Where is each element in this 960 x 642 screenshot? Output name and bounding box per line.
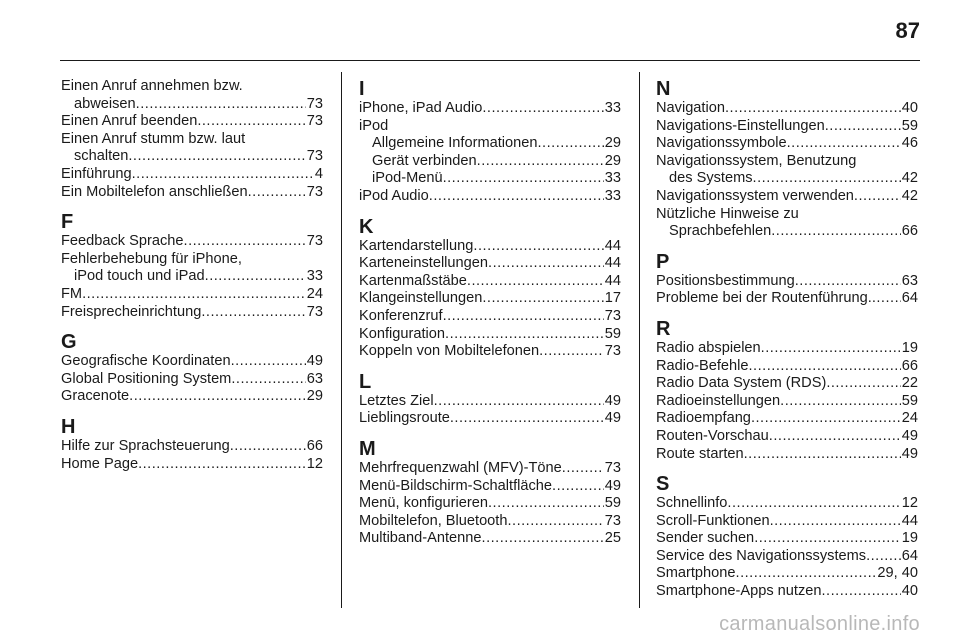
index-group [359, 78, 621, 206]
index-entry[interactable] [656, 118, 918, 136]
index-letter-heading: P [656, 250, 670, 273]
index-letter-heading: M [359, 437, 376, 460]
index-entry[interactable] [359, 255, 621, 273]
dot-leader [770, 513, 901, 531]
index-entry-text: Letztes Ziel [359, 392, 434, 409]
index-group [61, 211, 323, 321]
index-entry[interactable] [61, 286, 323, 304]
dot-leader [231, 353, 306, 371]
index-entry-text: Konfiguration [359, 325, 446, 342]
header-rule [60, 60, 920, 61]
index-group [359, 438, 621, 548]
index-entry-text: Smartphone [656, 565, 736, 582]
index-page-ref[interactable]: 12 [306, 455, 323, 472]
index-letter-heading: L [359, 370, 372, 393]
index-entry-text: iPod-Menü [372, 170, 443, 187]
dot-leader [744, 446, 901, 464]
dot-leader [132, 166, 314, 184]
index-entry[interactable] [359, 326, 621, 344]
index-page-ref[interactable]: 29 [604, 152, 621, 169]
index-entry-text: FM [61, 285, 83, 302]
index-page-ref[interactable]: 19 [901, 530, 918, 547]
index-page-ref[interactable]: 25 [604, 530, 621, 547]
index-entry-text: Smartphone-Apps nutzen [656, 583, 822, 600]
index-entry[interactable] [359, 188, 621, 206]
index-entry[interactable] [61, 353, 323, 371]
dot-leader [761, 340, 901, 358]
index-entry[interactable] [656, 188, 918, 206]
index-page-ref[interactable]: 73 [306, 233, 323, 250]
index-entry-label: Einen Anruf annehmen bzw. [61, 78, 243, 94]
column-divider [341, 72, 342, 608]
index-page-ref[interactable]: 64 [901, 290, 918, 307]
index-page-ref[interactable]: 49 [604, 392, 621, 409]
index-entry-text: Radioeinstellungen [656, 392, 781, 409]
index-entry[interactable] [656, 340, 918, 358]
dot-leader [197, 113, 305, 131]
index-entry-text: iPod touch und iPad [74, 268, 205, 285]
dot-leader [136, 96, 306, 114]
index-entry-text: Menü-Bildschirm-Schaltfläche [359, 477, 553, 494]
dot-leader [736, 565, 877, 583]
index-entry[interactable] [656, 446, 918, 464]
index-page-ref[interactable]: 33 [604, 100, 621, 116]
index-page-ref[interactable]: 73 [604, 343, 621, 360]
index-entry-text: Positionsbestimmung [656, 272, 795, 289]
index-entry[interactable] [61, 148, 323, 166]
dot-leader [128, 148, 305, 166]
index-entry-text: Schnellinfo [656, 495, 728, 512]
index-entry[interactable] [359, 393, 621, 411]
index-page-ref[interactable]: 73 [604, 307, 621, 324]
index-page-ref[interactable]: 66 [901, 223, 918, 240]
index-page-ref[interactable]: 33 [604, 187, 621, 204]
dot-leader [129, 388, 306, 406]
index-page-ref[interactable]: 40 [901, 100, 918, 116]
index-entry[interactable] [656, 410, 918, 428]
index-entry[interactable] [359, 308, 621, 326]
dot-leader [482, 100, 603, 118]
index-entry-text: Home Page [61, 455, 139, 472]
index-entry-label: Nützliche Hinweise zu [656, 205, 799, 222]
index-entry-text: Einführung [61, 165, 132, 182]
index-entry[interactable] [656, 548, 918, 566]
index-entry[interactable] [61, 438, 323, 456]
index-page-ref[interactable]: 40 [901, 583, 918, 600]
dot-leader [754, 530, 901, 548]
index-entry-text: Sender suchen [656, 530, 755, 547]
dot-leader [443, 308, 604, 326]
dot-leader [825, 118, 901, 136]
index-entry-text: Routen-Vorschau [656, 427, 769, 444]
index-entry-text: Gerät verbinden [372, 152, 477, 169]
dot-leader [488, 495, 604, 513]
dot-leader [443, 170, 604, 188]
index-entry-label: Fehlerbehebung für iPhone, [61, 250, 242, 267]
dot-leader [138, 456, 306, 474]
dot-leader [795, 273, 901, 291]
index-entry[interactable] [656, 170, 918, 188]
index-group [61, 416, 323, 473]
index-entry-text: Lieblingsroute [359, 410, 450, 427]
index-entry-text: Gracenote [61, 388, 130, 405]
dot-leader [184, 233, 306, 251]
index-entry-text: Konferenzruf [359, 307, 443, 324]
index-page-ref[interactable]: 49 [604, 410, 621, 427]
index-entry-text: des Systems [669, 170, 753, 187]
index-page-ref[interactable]: 73 [306, 303, 323, 320]
index-group [656, 318, 918, 463]
dot-leader [826, 375, 900, 393]
dot-leader [751, 410, 901, 428]
index-entry-text: Kartenmaßstäbe [359, 272, 467, 289]
index-entry[interactable] [61, 388, 323, 406]
dot-leader [248, 184, 306, 202]
index-entry[interactable] [61, 456, 323, 474]
index-entry-text: Mobiltelefon, Bluetooth [359, 512, 508, 529]
dot-leader [787, 135, 901, 153]
index-entry[interactable] [656, 513, 918, 531]
index-entry-text: Radioempfang [656, 410, 751, 427]
dot-leader [753, 170, 901, 188]
index-letter-heading: K [359, 215, 374, 238]
index-entry-text: Service des Navigationssystems [656, 547, 867, 564]
index-entry[interactable] [359, 478, 621, 496]
index-entry[interactable] [61, 233, 323, 251]
dot-leader [822, 583, 901, 601]
index-entry[interactable] [656, 530, 918, 548]
index-entry[interactable] [61, 113, 323, 131]
dot-leader [445, 326, 604, 344]
dot-leader [205, 268, 306, 286]
index-page-ref[interactable]: 59 [901, 392, 918, 409]
index-entry-text: Multiband-Antenne [359, 530, 482, 547]
index-page-ref[interactable]: 42 [901, 170, 918, 187]
index-entry-text: Radio abspielen [656, 339, 761, 356]
index-page-ref[interactable]: 73 [306, 183, 323, 200]
index-entry-text: Koppeln von Mobiltelefonen [359, 343, 540, 360]
index-entry[interactable] [656, 393, 918, 411]
dot-leader [539, 343, 604, 361]
dot-leader [872, 290, 901, 308]
dot-leader [231, 371, 305, 389]
index-entry-text: Radio-Befehle [656, 357, 749, 374]
index-entry-text: abweisen [74, 95, 136, 112]
index-group [656, 78, 918, 241]
index-entry-text: Navigationssystem verwenden [656, 187, 854, 204]
index-letter-heading: H [61, 415, 76, 438]
dot-leader [82, 286, 306, 304]
index-page-ref[interactable]: 73 [306, 95, 323, 112]
dot-leader [538, 135, 604, 153]
index-entry[interactable] [61, 304, 323, 322]
dot-leader [450, 410, 604, 428]
index-entry[interactable] [359, 460, 621, 478]
index-entry[interactable] [359, 513, 621, 531]
dot-leader [866, 548, 901, 566]
index-page-ref[interactable]: 66 [901, 357, 918, 374]
index-entry[interactable] [656, 375, 918, 393]
index-entry[interactable] [656, 273, 918, 291]
index-entry-text: Ein Mobiltelefon anschließen [61, 183, 248, 200]
index-entry[interactable] [61, 184, 323, 202]
index-entry-text: schalten [74, 148, 129, 165]
index-entry-text: Kartendarstellung [359, 237, 474, 254]
index-group [61, 331, 323, 406]
index-entry[interactable] [656, 290, 918, 308]
index-page-ref[interactable]: 33 [604, 170, 621, 187]
index-page-ref[interactable]: 24 [901, 410, 918, 427]
index-page-ref[interactable]: 59 [901, 117, 918, 134]
index-page-ref[interactable]: 29, 40 [877, 565, 918, 582]
index-group [359, 371, 621, 428]
index-page-ref[interactable]: 49 [901, 445, 918, 462]
index-entry[interactable] [61, 268, 323, 286]
index-entry[interactable] [359, 238, 621, 256]
index-entry[interactable] [359, 290, 621, 308]
index-entry-text: Menü, konfigurieren [359, 495, 488, 512]
dot-leader [727, 495, 900, 513]
index-entry[interactable] [359, 170, 621, 188]
dot-leader [477, 153, 604, 171]
index-page-ref[interactable]: 17 [604, 290, 621, 307]
index-page-ref[interactable]: 24 [306, 285, 323, 302]
index-entry[interactable] [359, 343, 621, 361]
index-entry[interactable] [656, 565, 918, 583]
index-page-ref[interactable]: 64 [901, 547, 918, 564]
dot-leader [780, 393, 901, 411]
index-page-ref[interactable]: 73 [306, 113, 323, 130]
dot-leader [482, 290, 603, 308]
index-page-ref[interactable]: 42 [901, 187, 918, 204]
index-column-1 [61, 78, 323, 473]
dot-leader [488, 255, 604, 273]
dot-leader [429, 188, 604, 206]
index-entry[interactable] [61, 371, 323, 389]
index-page-ref[interactable]: 66 [306, 437, 323, 454]
index-entry[interactable] [359, 135, 621, 153]
dot-leader [230, 438, 306, 456]
dot-leader [507, 513, 603, 531]
index-page-ref[interactable]: 63 [306, 370, 323, 387]
index-entry[interactable] [359, 273, 621, 291]
column-divider [639, 72, 640, 608]
index-letter-heading: R [656, 317, 671, 340]
index-entry-label: Navigationssystem, Benutzung [656, 152, 857, 169]
index-page-ref[interactable]: 44 [604, 272, 621, 289]
index-entry[interactable] [656, 100, 918, 118]
index-page-ref[interactable]: 49 [306, 353, 323, 370]
index-page-ref[interactable]: 12 [901, 495, 918, 512]
index-letter-heading: G [61, 331, 77, 354]
index-entry-text: iPhone, iPad Audio [359, 100, 483, 116]
index-entry-text: Freisprecheinrichtung [61, 303, 202, 320]
index-entry-label: Einen Anruf stumm bzw. laut [61, 130, 246, 147]
index-letter-heading: F [61, 211, 74, 234]
index-entry[interactable] [359, 410, 621, 428]
index-entry[interactable] [656, 223, 918, 241]
index-entry-text: Klangeinstellungen [359, 290, 483, 307]
index-entry-text: Navigation [656, 100, 725, 116]
index-page-ref[interactable]: 59 [604, 495, 621, 512]
index-entry-text: Probleme bei der Routenführung. [656, 290, 872, 307]
index-entry[interactable] [61, 96, 323, 114]
index-entry-text: Global Positioning System [61, 370, 232, 387]
index-entry-text: iPod Audio [359, 187, 429, 204]
index-entry[interactable] [359, 495, 621, 513]
index-page-ref[interactable]: 44 [604, 237, 621, 254]
dot-leader [562, 460, 604, 478]
index-page-ref[interactable]: 63 [901, 272, 918, 289]
index-group [359, 216, 621, 361]
dot-leader [771, 223, 901, 241]
index-page-ref[interactable]: 29 [604, 135, 621, 152]
index-entry-text: Einen Anruf beenden [61, 113, 198, 130]
index-page-ref[interactable]: 59 [604, 325, 621, 342]
index-entry-text: Route starten [656, 445, 744, 462]
index-entry-text: Feedback Sprache [61, 233, 184, 250]
dot-leader [467, 273, 604, 291]
index-entry-text: Scroll-Funktionen [656, 512, 770, 529]
index-letter-heading: N [656, 78, 671, 100]
index-entry[interactable] [61, 166, 323, 184]
dot-leader [434, 393, 604, 411]
index-entry-text: Hilfe zur Sprachsteuerung [61, 437, 230, 454]
index-letter-heading: I [359, 78, 365, 100]
index-entry[interactable] [656, 583, 918, 601]
index-group [656, 251, 918, 308]
index-column-3 [656, 78, 918, 601]
index-entry[interactable] [359, 153, 621, 171]
index-entry[interactable] [656, 358, 918, 376]
dot-leader [552, 478, 604, 496]
index-letter-heading: S [656, 473, 670, 496]
index-page-ref[interactable]: 44 [604, 255, 621, 272]
watermark: carmanualsonline.info [719, 613, 920, 635]
index-entry[interactable] [656, 135, 918, 153]
dot-leader [854, 188, 901, 206]
index-entry-text: Mehrfrequenzwahl (MFV)-Töne [359, 459, 562, 476]
index-page-ref[interactable]: 19 [901, 339, 918, 356]
index-column-2 [359, 78, 621, 548]
index-page-ref[interactable]: 49 [901, 427, 918, 444]
index-page-ref[interactable]: 4 [314, 165, 323, 182]
index-page-ref[interactable]: 22 [901, 375, 918, 392]
index-entry[interactable] [656, 495, 918, 513]
index-group [61, 78, 323, 201]
page-number: 87 [895, 18, 920, 43]
dot-leader [482, 530, 604, 548]
index-page-ref[interactable]: 49 [604, 477, 621, 494]
index-entry-text: Allgemeine Informationen [372, 135, 538, 152]
index-page-ref[interactable]: 29 [306, 388, 323, 405]
index-entry[interactable] [359, 530, 621, 548]
dot-leader [749, 358, 901, 376]
index-entry-text: Navigationssymbole [656, 135, 787, 152]
index-page-ref[interactable]: 33 [306, 268, 323, 285]
index-page-ref[interactable]: 46 [901, 135, 918, 152]
index-entry-text: Geografische Koordinaten [61, 353, 231, 370]
dot-leader [201, 304, 305, 322]
index-group [656, 473, 918, 601]
dot-leader [769, 428, 901, 446]
dot-leader [473, 238, 603, 256]
index-page-ref[interactable]: 44 [901, 512, 918, 529]
index-entry[interactable] [656, 428, 918, 446]
dot-leader [725, 100, 901, 118]
index-entry-text: Radio Data System (RDS) [656, 375, 827, 392]
index-entry-text: Sprachbefehlen [669, 223, 772, 240]
index-entry[interactable] [359, 100, 621, 118]
index-page-ref[interactable]: 73 [306, 148, 323, 165]
index-entry-label: iPod [359, 117, 389, 134]
index-entry-text: Karteneinstellungen [359, 255, 489, 272]
index-page-ref[interactable]: 73 [604, 459, 621, 476]
index-entry-text: Navigations-Einstellungen [656, 117, 825, 134]
index-page-ref[interactable]: 73 [604, 512, 621, 529]
